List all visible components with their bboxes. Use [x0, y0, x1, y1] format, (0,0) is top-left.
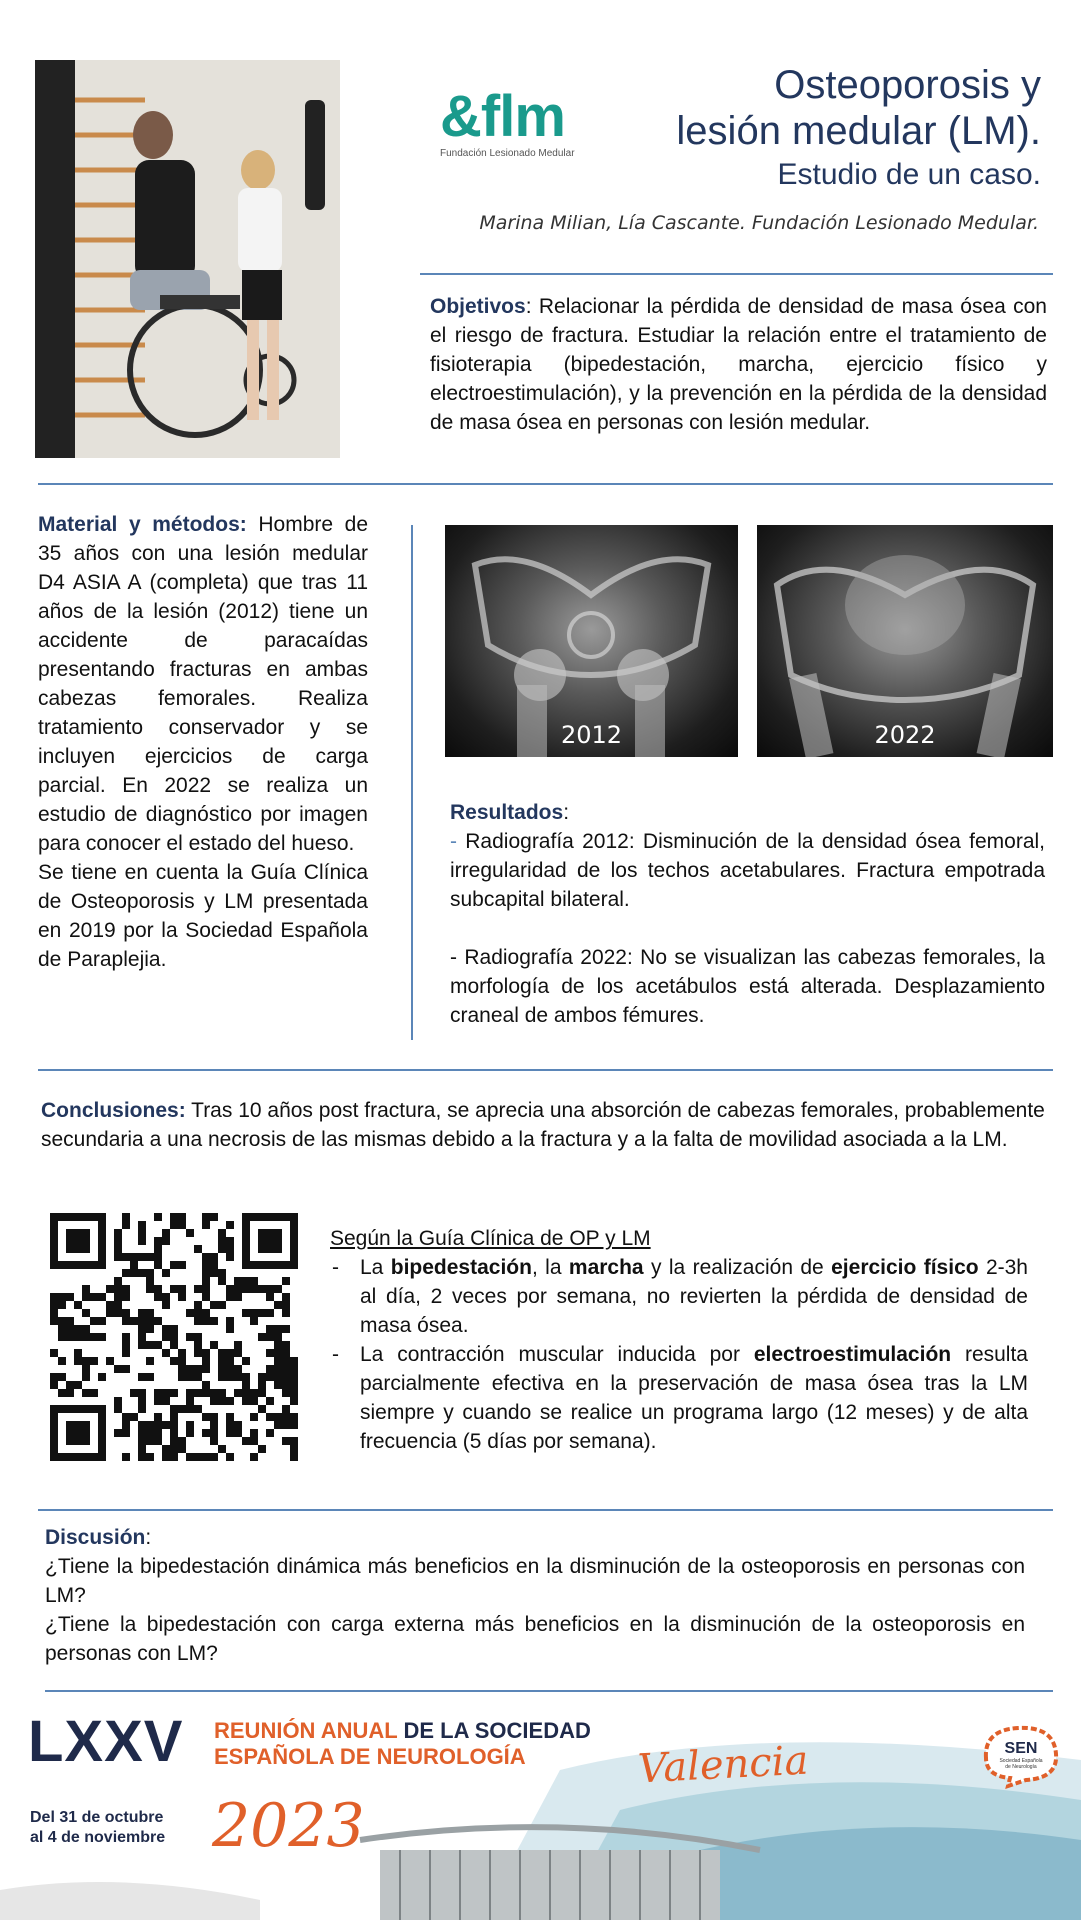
qr-code-image — [50, 1213, 298, 1461]
qr-modules — [50, 1213, 298, 1461]
guia-heading: Según la Guía Clínica de OP y LM — [330, 1227, 651, 1250]
conclusiones-label: Conclusiones: — [41, 1099, 186, 1122]
footer-event-title: REUNIÓN ANUAL DE LA SOCIEDAD ESPAÑOLA DE NEUROLOGÍA — [214, 1718, 591, 1769]
xray-2022 — [757, 525, 1053, 757]
divider-footer — [45, 1690, 1053, 1692]
poster-subtitle: Estudio de un caso. — [777, 158, 1041, 191]
objetivos-label: Objetivos — [430, 295, 526, 318]
resultados-section — [450, 798, 1045, 1030]
objetivos-text: : Relacionar la pérdida de densidad de masa ósea con el riesgo de fractura. Estudiar la relación entre el tratamiento de fisioterapia (bipedestación, marcha, ejercicio físico y electroestimulación), y la prevención en la pérdida de la densidad de masa ósea en personas con lesión medular. — [430, 295, 1047, 434]
title-line-1: Osteoporosis y — [774, 63, 1041, 107]
conclusiones-section — [41, 1096, 1046, 1154]
resultados-label: Resultados — [450, 801, 564, 824]
discusion-label: Discusión — [45, 1526, 146, 1549]
flm-logo — [440, 84, 600, 168]
header-photo — [35, 60, 340, 458]
divider-objetivos — [38, 483, 1053, 485]
title-line-2: lesión medular (LM). — [676, 109, 1041, 153]
material-text-2: Se tiene en cuenta la Guía Clínica de Osteoporosis y LM presentada en 2019 por la Sociedad Española de Paraplejia. — [38, 861, 368, 971]
sen-logo-subtitle: Sociedad Española de Neurología — [999, 1758, 1043, 1770]
qr-code[interactable] — [50, 1213, 298, 1461]
discusion-question-2: ¿Tiene la bipedestación con carga externa más beneficios en la disminución de la osteoporosis en personas con LM? — [45, 1613, 1025, 1665]
resultados-item-2012: Radiografía 2012: Disminución de la densidad ósea femoral, irregularidad de los techos acetabulares. Fractura empotrada subcapital bilateral. — [450, 830, 1045, 911]
divider-guia — [38, 1509, 1053, 1511]
xray-2012 — [445, 525, 738, 757]
guia-section — [330, 1224, 1028, 1456]
xray-2022-label: 2022 — [874, 721, 936, 749]
flm-logo-subtitle: Fundación Lesionado Medular — [440, 148, 575, 159]
footer-banner — [0, 1700, 1081, 1920]
material-label: Material y métodos: — [38, 513, 247, 536]
material-text: Hombre de 35 años con una lesión medular D4 ASIA A (completa) que tras 11 años de la lesión (2012) tiene un accidente de paracaídas presentando fracturas en ambas cabezas femorales. Realiza tratamiento conservador y se incluyen ejercicios de carga parcial. En 2022 se realiza un estudio de diagnóstico por imagen para conocer el estado del hueso. — [38, 513, 368, 855]
objetivos-section — [430, 292, 1047, 437]
material-section — [38, 510, 368, 974]
sen-logo — [978, 1720, 1064, 1790]
footer-dates: Del 31 de octubre al 4 de noviembre — [30, 1809, 166, 1846]
discusion-colon: : — [145, 1526, 152, 1549]
guia-item-2: - La contracción muscular inducida por electroestimulación resulta parcialmente efectiva en la preservación de masa ósea tras la LM siempre y cuando se realice un programa largo (12 meses) y de alta frecuencia (5 días por semana). — [330, 1340, 1028, 1456]
resultados-colon: : — [563, 801, 570, 824]
divider-middle — [38, 1069, 1053, 1071]
flm-logo-mark: &flm — [440, 84, 565, 149]
conclusiones-text: Tras 10 años post fractura, se aprecia una absorción de cabezas femorales, probablemente secundaria a una necrosis de las mismas debido a la fractura y a la falta de movilidad asociada a la LM. — [41, 1099, 1045, 1151]
divider-header — [420, 273, 1053, 275]
sen-logo-text: SEN — [1004, 1740, 1038, 1757]
resultados-dash: - — [450, 830, 457, 853]
footer-roman-numeral: LXXV — [28, 1709, 184, 1774]
footer-city: Valencia — [636, 1737, 810, 1793]
discusion-section — [45, 1523, 1025, 1668]
resultados-item-2022: - Radiografía 2022: No se visualizan las cabezas femorales, la morfología de los acetábulos está alterada. Desplazamiento craneal de ambos fémures. — [450, 946, 1045, 1027]
column-divider — [411, 525, 413, 1040]
xray-2012-label: 2012 — [560, 721, 623, 749]
discusion-question-1: ¿Tiene la bipedestación dinámica más beneficios en la disminución de la osteoporosis en personas con LM? — [45, 1555, 1025, 1607]
guia-item-1: - La bipedestación, la marcha y la realización de ejercicio físico 2-3h al día, 2 veces por semana, no revierten la pérdida de densidad de masa ósea. — [330, 1253, 1028, 1340]
photo-illustration — [35, 60, 340, 458]
poster-title — [621, 62, 1041, 194]
footer-event-highlight: REUNIÓN ANUAL — [214, 1718, 398, 1743]
authors: Marina Milian, Lía Cascante. Fundación Lesionado Medular. — [479, 212, 1039, 234]
footer-year: 2023 — [212, 1791, 365, 1861]
